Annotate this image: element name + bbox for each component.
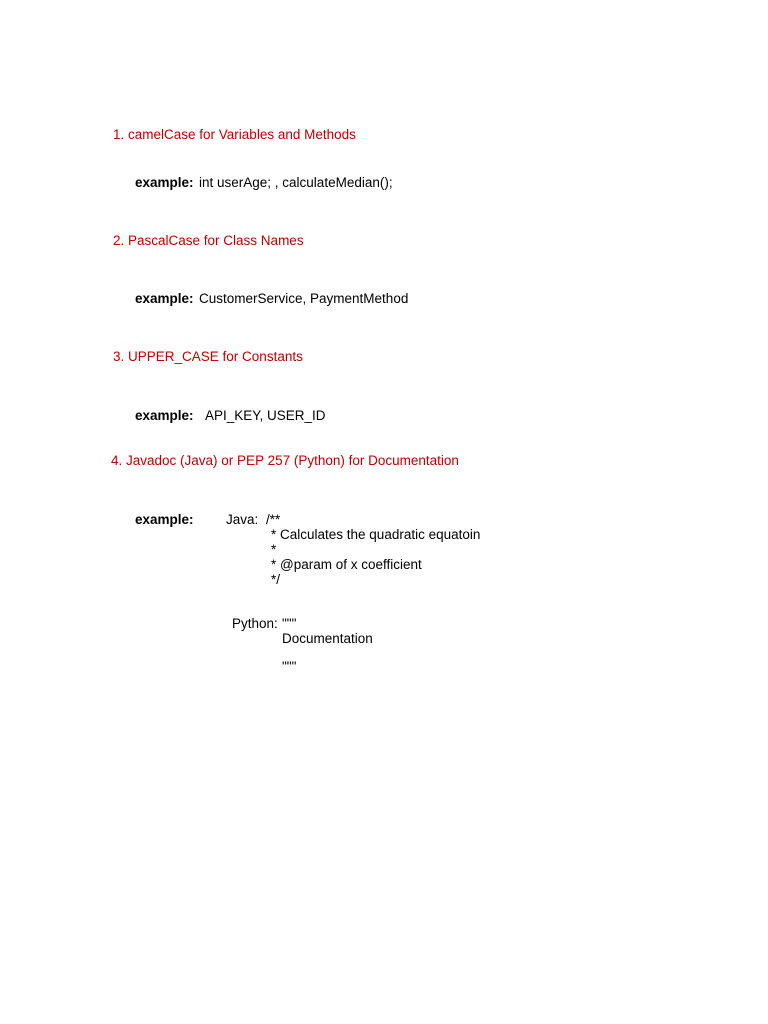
section-4-heading: 4. Javadoc (Java) or PEP 257 (Python) for Documentation	[111, 453, 459, 468]
section-1-heading: 1. camelCase for Variables and Methods	[113, 127, 356, 142]
section-3-heading: 3. UPPER_CASE for Constants	[113, 349, 303, 364]
java-doc-line: /**	[266, 512, 281, 527]
section-2-example-text: CustomerService, PaymentMethod	[199, 291, 409, 306]
java-doc-line: * Calculates the quadratic equatoin	[271, 527, 481, 542]
java-doc-line: */	[271, 572, 281, 587]
java-doc-line: *	[271, 542, 277, 557]
python-doc-line: Documentation	[282, 631, 373, 646]
section-4-example-label: example:	[135, 512, 194, 527]
java-doc-line: * @param of x coefficient	[271, 557, 422, 572]
python-prefix: Python:	[232, 616, 278, 631]
section-3-example-label: example:	[135, 408, 194, 423]
java-prefix: Java:	[226, 512, 259, 527]
section-2-heading: 2. PascalCase for Class Names	[113, 233, 304, 248]
python-doc-line: """	[282, 616, 297, 631]
section-1-example-label: example:	[135, 175, 194, 190]
section-1-example-text: int userAge; , calculateMedian();	[199, 175, 393, 190]
section-3-example-text: API_KEY, USER_ID	[205, 408, 326, 423]
section-2-example-label: example:	[135, 291, 194, 306]
python-doc-line: """	[282, 659, 297, 674]
